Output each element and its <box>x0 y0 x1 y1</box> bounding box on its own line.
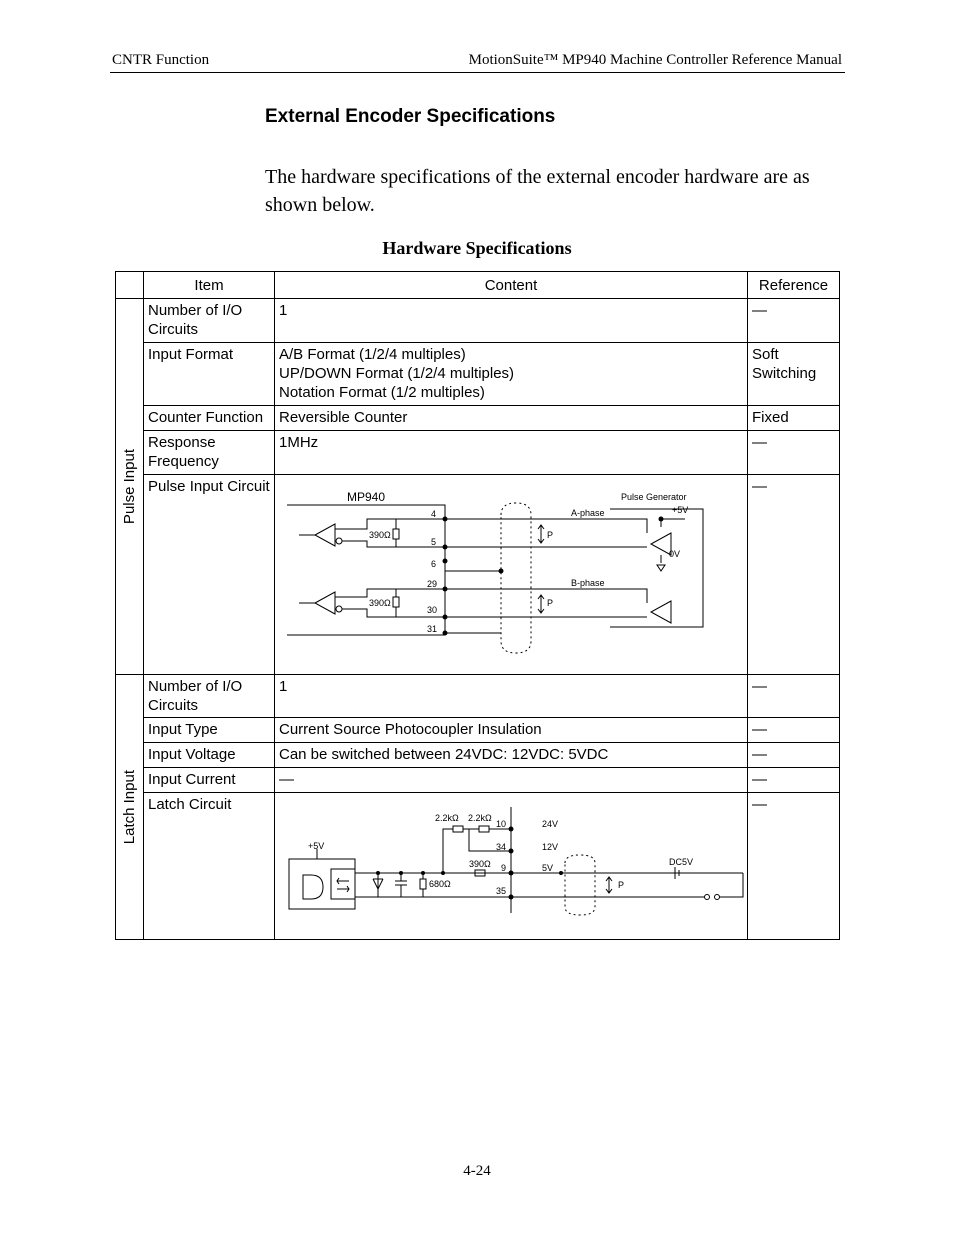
item-cell: Input Current <box>144 768 275 793</box>
content-cell <box>275 343 748 406</box>
twisted-pair-a-label: P <box>547 530 554 540</box>
content-cell <box>275 431 748 475</box>
item-cell: Input Format <box>144 343 275 406</box>
latch-circuit-diagram <box>275 793 747 939</box>
phase-b-label: B-phase <box>571 578 605 588</box>
content-cell <box>275 675 748 718</box>
content-line: Notation Format (1/2 multiples) <box>279 384 485 401</box>
reference-cell: — <box>748 793 840 940</box>
content-line: Can be switched between 24VDC: 12VDC: 5VDC <box>279 746 609 763</box>
item-cell: Response Frequency <box>144 431 275 475</box>
reference-cell: — <box>748 675 840 718</box>
reference-cell: — <box>748 431 840 475</box>
item-cell: Number of I/O Circuits <box>144 675 275 718</box>
pin-label: 6 <box>431 559 437 569</box>
reference-cell: — <box>748 299 840 343</box>
pin-label: 10 <box>496 819 507 829</box>
content-line: 1 <box>279 302 288 319</box>
resistor-label: 2.2kΩ <box>468 813 492 823</box>
content-line: UP/DOWN Format (1/2/4 multiples) <box>279 365 515 382</box>
reference-cell: — <box>748 475 840 675</box>
reference-cell: Fixed <box>748 406 840 431</box>
resistor-b-label: 390Ω <box>369 598 391 608</box>
item-cell: Counter Function <box>144 406 275 431</box>
content-cell-diagram <box>275 475 748 675</box>
pin-label: 29 <box>427 579 438 589</box>
table-row <box>116 299 840 343</box>
content-line: Current Source Photocoupler Insulation <box>279 721 542 738</box>
table-row <box>116 431 840 475</box>
content-cell <box>275 406 748 431</box>
reference-cell: — <box>748 718 840 743</box>
content-cell <box>275 718 748 743</box>
table-header-row <box>116 272 840 299</box>
reference-cell: Soft Switching <box>748 343 840 406</box>
section-title: External Encoder Specifications <box>265 106 556 127</box>
corner-cell <box>116 272 144 299</box>
pin-label: 5 <box>431 537 437 547</box>
content-line: 1 <box>279 678 288 695</box>
twisted-pair-b-label: P <box>547 598 554 608</box>
item-cell: Input Voltage <box>144 743 275 768</box>
group-cell-pulse-input <box>116 299 144 675</box>
mp940-label: MP940 <box>347 490 386 504</box>
phase-a-label: A-phase <box>571 508 605 518</box>
item-cell: Latch Circuit <box>144 793 275 940</box>
group-label: Latch Input <box>121 769 138 845</box>
content-line: Reversible Counter <box>279 409 408 426</box>
page-number: 4-24 <box>463 1163 491 1179</box>
dc-supply-label: DC5V <box>669 857 694 867</box>
table-row <box>116 406 840 431</box>
ground-label: 0V <box>669 549 681 559</box>
supply-label: +5V <box>672 505 689 515</box>
pin-label: 34 <box>496 842 507 852</box>
item-cell: Number of I/O Circuits <box>144 299 275 343</box>
col-header-item: Item <box>144 272 275 299</box>
pulse-input-circuit-diagram <box>275 475 747 674</box>
pulse-generator-label: Pulse Generator <box>621 492 687 502</box>
content-cell-diagram <box>275 793 748 940</box>
pin-label: 9 <box>501 863 507 873</box>
pin-label: 30 <box>427 605 438 615</box>
table-row <box>116 743 840 768</box>
table-row <box>116 718 840 743</box>
content-cell <box>275 299 748 343</box>
resistor-label: 390Ω <box>469 859 491 869</box>
table-row <box>116 343 840 406</box>
content-line: A/B Format (1/2/4 multiples) <box>279 346 466 363</box>
resistor-a-label: 390Ω <box>369 530 391 540</box>
content-cell <box>275 768 748 793</box>
content-cell <box>275 743 748 768</box>
table-title: Hardware Specifications <box>382 238 572 258</box>
intro-paragraph: The hardware specifications of the external encoder hardware are as shown below. <box>265 166 810 216</box>
table-row <box>116 793 840 940</box>
resistor-label: 2.2kΩ <box>435 813 459 823</box>
item-cell: Pulse Input Circuit <box>144 475 275 675</box>
table-row <box>116 768 840 793</box>
header-manual-title: MotionSuite™ MP940 Machine Controller Reference Manual <box>468 52 842 68</box>
header-rule <box>110 72 845 73</box>
voltage-label: 5V <box>542 863 554 873</box>
hardware-spec-table <box>115 271 840 940</box>
col-header-reference: Reference <box>748 272 840 299</box>
reference-cell: — <box>748 743 840 768</box>
group-cell-latch-input <box>116 675 144 940</box>
table-row <box>116 475 840 675</box>
supply-label: +5V <box>308 841 325 851</box>
pin-label: 35 <box>496 886 507 896</box>
reference-cell: — <box>748 768 840 793</box>
voltage-label: 24V <box>542 819 559 829</box>
table-row <box>116 675 840 718</box>
content-line: 1MHz <box>279 434 319 451</box>
pin-label: 31 <box>427 624 438 634</box>
header-section-name: CNTR Function <box>112 52 210 68</box>
voltage-label: 12V <box>542 842 559 852</box>
group-label: Pulse Input <box>121 448 138 525</box>
content-line: — <box>279 771 294 788</box>
item-cell: Input Type <box>144 718 275 743</box>
twisted-pair-label: P <box>618 880 625 890</box>
col-header-content: Content <box>275 272 748 299</box>
resistor-label: 680Ω <box>429 879 451 889</box>
pin-label: 4 <box>431 509 437 519</box>
